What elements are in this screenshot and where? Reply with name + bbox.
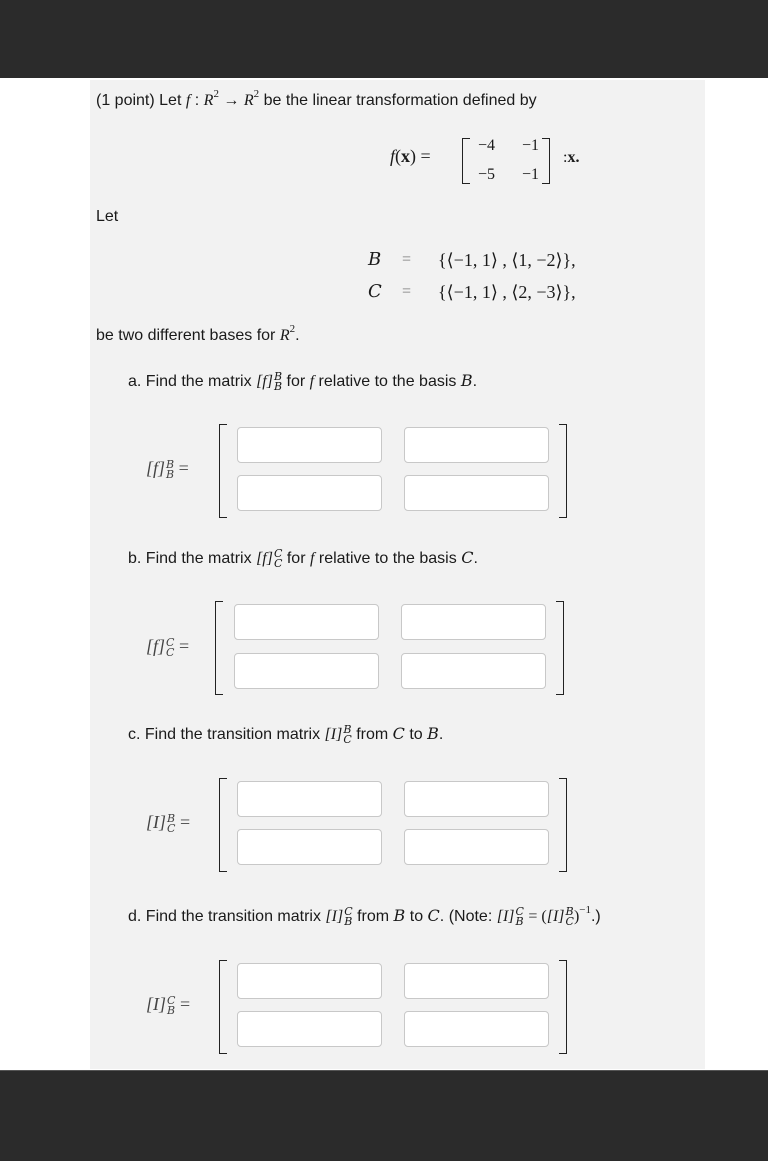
answer-a-r2c1-input[interactable] bbox=[237, 475, 382, 511]
problem-intro: (1 point) Let f : $R^2 \to R^2$ be the linear transformation defined by bbox=[96, 88, 537, 109]
matrix-b-left-bracket bbox=[215, 601, 223, 695]
fx-lhs: f(x) = bbox=[390, 146, 431, 166]
matrix-a-left-bracket bbox=[219, 424, 227, 518]
transform-matrix-entry: −5 bbox=[478, 166, 496, 183]
matrix-label-a: [f] B B = bbox=[146, 457, 189, 481]
equals-sign: = bbox=[402, 283, 412, 300]
transform-matrix-entry: −1 bbox=[522, 166, 540, 183]
answer-c-r2c1-input[interactable] bbox=[237, 829, 382, 865]
matrix-c-left-bracket bbox=[219, 778, 227, 872]
transform-matrix-entry: −1 bbox=[522, 137, 540, 154]
part-b-prompt: b. Find the matrix [f] C C for f relative to the basis C. bbox=[128, 546, 478, 570]
part-a-prompt: a. Find the matrix [f] B B for f relative to the basis B. bbox=[128, 369, 478, 393]
answer-a-r1c2-input[interactable] bbox=[404, 427, 549, 463]
transform-matrix-entry: −4 bbox=[478, 137, 496, 154]
matrix-c-right-bracket bbox=[559, 778, 567, 872]
basis-C-name: C bbox=[368, 281, 382, 302]
answer-c-r1c2-input[interactable] bbox=[404, 781, 549, 817]
transform-matrix-right-bracket bbox=[542, 138, 550, 184]
answer-b-r1c2-input[interactable] bbox=[401, 604, 546, 640]
answer-a-r2c2-input[interactable] bbox=[404, 475, 549, 511]
fx-tail: :x. bbox=[563, 149, 580, 166]
matrix-label-c: [I] B C = bbox=[146, 811, 191, 835]
matrix-a-right-bracket bbox=[559, 424, 567, 518]
bottom-bar bbox=[0, 1070, 768, 1161]
matrix-label-d: [I] C B = bbox=[146, 993, 191, 1017]
matrix-b-right-bracket bbox=[556, 601, 564, 695]
part-c-prompt: c. Find the transition matrix [I] B C from C to B. bbox=[128, 722, 444, 746]
matrix-d-right-bracket bbox=[559, 960, 567, 1054]
answer-b-r2c1-input[interactable] bbox=[234, 653, 379, 689]
basis-B: {⟨−1, 1⟩ , ⟨1, −2⟩}, bbox=[438, 250, 576, 270]
transform-matrix-left-bracket bbox=[462, 138, 470, 184]
top-bar bbox=[0, 0, 768, 78]
matrix-d-left-bracket bbox=[219, 960, 227, 1054]
answer-d-r2c1-input[interactable] bbox=[237, 1011, 382, 1047]
answer-d-r1c2-input[interactable] bbox=[404, 963, 549, 999]
answer-c-r1c1-input[interactable] bbox=[237, 781, 382, 817]
let-text: Let bbox=[96, 208, 119, 225]
answer-d-r2c2-input[interactable] bbox=[404, 1011, 549, 1047]
answer-a-r1c1-input[interactable] bbox=[237, 427, 382, 463]
basis-C: {⟨−1, 1⟩ , ⟨2, −3⟩}, bbox=[438, 282, 576, 302]
answer-b-r1c1-input[interactable] bbox=[234, 604, 379, 640]
be-two-bases: be two different bases for $R^2$. bbox=[96, 323, 300, 344]
answer-d-r1c1-input[interactable] bbox=[237, 963, 382, 999]
matrix-label-b: [f] C C = bbox=[146, 635, 190, 659]
basis-B-name: B bbox=[368, 249, 382, 270]
equals-sign: = bbox=[402, 251, 412, 268]
answer-c-r2c2-input[interactable] bbox=[404, 829, 549, 865]
part-d-prompt: d. Find the transition matrix [I] C B from B to C. (Note: [I] C B = ([I] B C )$^{-1}$.) bbox=[128, 904, 601, 928]
answer-b-r2c2-input[interactable] bbox=[401, 653, 546, 689]
